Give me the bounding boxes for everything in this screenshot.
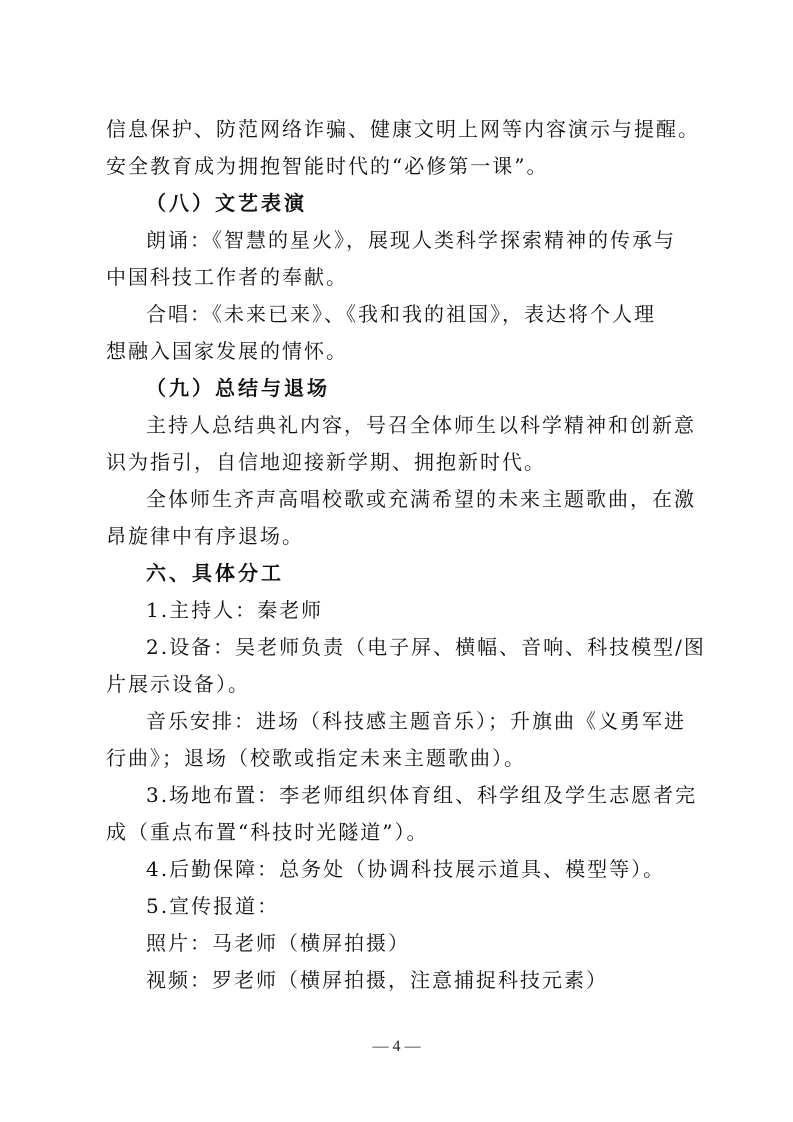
paragraph-line: 信息保护、防范网络诈骗、健康文明上网等内容演示与提醒。 (106, 117, 700, 141)
list-item: 1.主持人：秦老师 (146, 598, 324, 622)
section-heading-9: （九）总结与退场 (146, 376, 330, 400)
list-item: 2.设备：吴老师负责（电子屏、横幅、音响、科技模型/图 (146, 635, 706, 659)
paragraph-line: 音乐安排：进场（科技感主题音乐）；升旗曲《义勇军进 (146, 709, 686, 733)
page-body (106, 116, 706, 1004)
section-heading-8: （八）文艺表演 (146, 191, 307, 215)
list-item: 4.后勤保障：总务处（协调科技展示道具、模型等）。 (146, 857, 666, 881)
section-heading-6: 六、具体分工 (146, 561, 284, 585)
paragraph-line: 行曲》；退场（校歌或指定未来主题歌曲）。 (106, 746, 526, 770)
paragraph-line: 全体师生齐声高唱校歌或充满希望的未来主题歌曲，在激 (146, 487, 696, 511)
paragraph-line: 照片：马老师（横屏拍摄） (146, 931, 410, 955)
paragraph-line: 片展示设备）。 (106, 672, 250, 696)
list-item: 5.宣传报道： (146, 894, 280, 918)
paragraph-line: 主持人总结典礼内容，号召全体师生以科学精神和创新意 (146, 413, 696, 437)
paragraph-line: 朗诵：《智慧的星火》，展现人类科学探索精神的传承与 (146, 228, 676, 252)
paragraph-line: 视频：罗老师（横屏拍摄，注意捕捉科技元素） (146, 968, 608, 992)
list-item: 3.场地布置：李老师组织体育组、科学组及学生志愿者完 (146, 783, 698, 807)
paragraph-line: 想融入国家发展的情怀。 (106, 339, 348, 363)
paragraph-line: 安全教育成为拥抱智能时代的“必修第一课”。 (106, 154, 549, 178)
page-number: — 4 — (372, 1038, 421, 1055)
paragraph-line: 中国科技工作者的奉献。 (106, 265, 348, 289)
paragraph-line: 合唱：《未来已来》、《我和我的祖国》，表达将个人理 (146, 302, 656, 326)
paragraph-line: 识为指引，自信地迎接新学期、拥抱新时代。 (106, 450, 546, 474)
paragraph-line: 成（重点布置“科技时光隧道”）。 (106, 820, 429, 844)
paragraph-line: 昂旋律中有序退场。 (106, 524, 304, 548)
